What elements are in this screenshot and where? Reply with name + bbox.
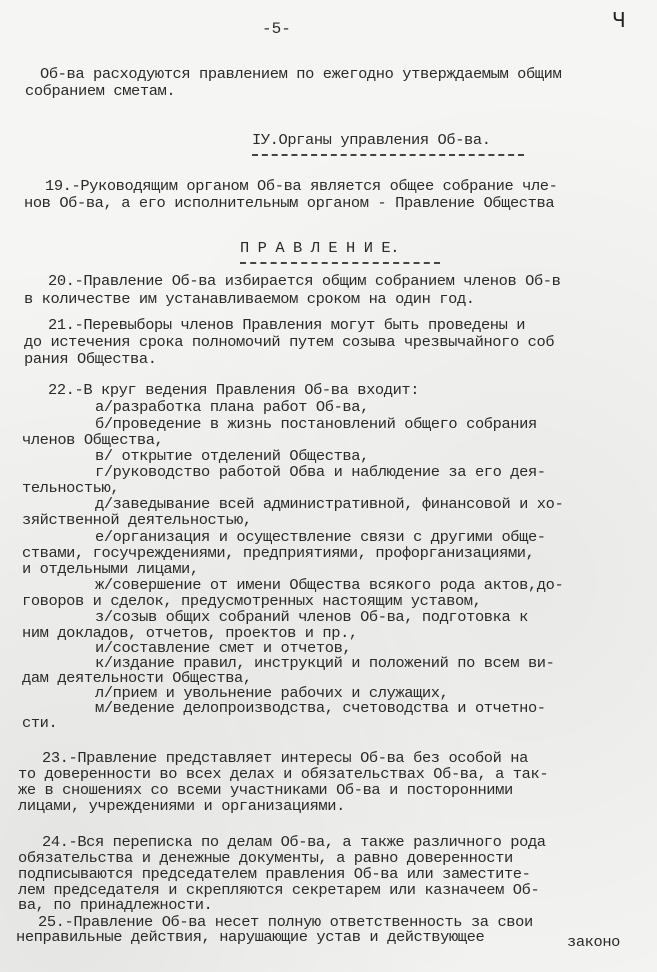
paragraph-22-item: а/разработка плана работ Об-ва,: [95, 398, 369, 416]
paragraph-21-line: до истечения срока полномочий путем созыва чрезвычайного соб: [24, 333, 555, 351]
paragraph-24-line: ва, по принадлежности.: [18, 896, 213, 914]
paragraph-22-line: дам деятельности Общества,: [22, 669, 252, 687]
subheading-underline: [240, 262, 440, 264]
heading-underline: [252, 154, 524, 156]
intro-line: собранием сметам.: [25, 82, 176, 100]
section-heading: IУ.Органы управления Об-ва.: [252, 131, 491, 149]
paragraph-22-item: л/прием и увольнение рабочих и служащих,: [95, 684, 449, 702]
paragraph-22-item: и/составление смет и отчетов,: [95, 639, 352, 657]
paragraph-22-item: м/ведение делопроизводства, счетоводства и отчетно-: [95, 699, 546, 717]
paragraph-20-line: 20.-Правление Об-ва избирается общим собранием членов Об-в: [48, 272, 561, 290]
paragraph-22-line: ним докладов, отчетов, проектов и пр.,: [22, 624, 358, 642]
paragraph-24-line: лем председателя и скрепляются секретарем или казначеем Об-: [18, 881, 540, 899]
paragraph-23-line: то доверенности во всех делах и обязательствах Об-ва, а так-: [18, 765, 549, 783]
paragraph-24-line: обязательства и денежные документы, а равно доверенности: [18, 849, 513, 867]
paragraph-22-line: зяйственной деятельностью,: [22, 511, 252, 529]
paragraph-22-line: и отдельными лицами,: [22, 560, 199, 578]
paragraph-22-line: ствами, госучреждениями, предприятиями, профорганизациями,: [22, 544, 535, 562]
paragraph-22-line: говоров и сделок, предусмотренных настоящим уставом,: [22, 592, 482, 610]
paragraph-25-line: законо: [567, 933, 621, 951]
paragraph-19-line: нов Об-ва, а его исполнительным органом - Правление Общества: [24, 194, 555, 212]
paragraph-21-line: рания Общества.: [24, 350, 157, 368]
handwritten-page-mark: Ч: [612, 8, 626, 32]
paragraph-22-line: членов Общества,: [22, 431, 164, 449]
paragraph-25-line: 25.-Правление Об-ва несет полную ответственность за свои: [38, 913, 533, 931]
paragraph-22-line: тельностью,: [22, 479, 120, 497]
paragraph-25-line: неправильные действия, нарушающие устав и действующее: [16, 928, 485, 946]
paragraph-22-item: ж/совершение от имени Общества всякого рода актов,до-: [95, 576, 564, 594]
paragraph-22-item: к/издание правил, инструкций и положений по всем ви-: [95, 654, 555, 672]
paragraph-23-line: лицами, учреждениями и организациями.: [18, 797, 345, 815]
paragraph-22-item: д/заведывание всей административной, финансовой и хо-: [95, 495, 564, 513]
subheading: П Р А В Л Е Н И Е.: [240, 239, 400, 257]
page-number: -5-: [262, 20, 291, 38]
paragraph-23-line: же в сношениях со всеми участниками Об-ва и посторонними: [18, 781, 513, 799]
paragraph-22-item: з/созыв общих собраний членов Об-ва, подготовка к: [95, 608, 528, 626]
paragraph-24-line: 24.-Вся переписка по делам Об-ва, а также различного рода: [42, 833, 546, 851]
paragraph-22-item: г/руководство работой Обва и наблюдение за его дея-: [95, 463, 546, 481]
paragraph-24-line: подписываются председателем правления Об-ва или заместите-: [18, 865, 531, 883]
paragraph-22-item: б/проведение в жизнь постановлений общего собрания: [95, 415, 537, 433]
paragraph-22-item: в/ открытие отделений Общества,: [95, 447, 369, 465]
paragraph-22-line: сти.: [22, 714, 58, 732]
paragraph-23-line: 23.-Правление представляет интересы Об-ва без особой на: [42, 749, 528, 767]
intro-line: Об-ва расходуются правлением по ежегодно утверждаемым общим: [40, 65, 562, 83]
paragraph-19-line: 19.-Руководящим органом Об-ва является общее собрание чле-: [45, 177, 558, 195]
paragraph-22-item: е/организация и осуществление связи с другими обще-: [95, 528, 546, 546]
paragraph-21-line: 21.-Перевыборы членов Правления могут быть проведены и: [48, 316, 526, 334]
paragraph-22-line: 22.-В круг ведения Правления Об-ва входит:: [48, 381, 420, 399]
paragraph-20-line: в количестве им устанавливаемом сроком на один год.: [24, 290, 475, 308]
